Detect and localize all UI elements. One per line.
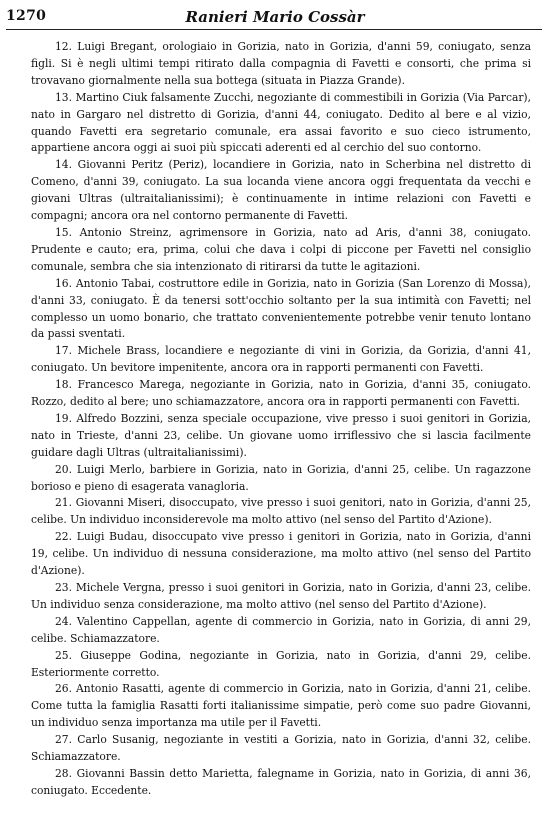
entry-16: 16. Antonio Tabai, costruttore edile in Gorizia, nato in Gorizia (San Lorenzo di Mossa), d'anni 33, coniugato. È da tenersi sott'occhio soltanto per la sua intimità con Favetti; nel complesso un uomo bonario, che trattato convenientemente potrebbe venir tenuto lontano da passi sventati.	[31, 276, 531, 341]
running-title: Ranieri Mario Cossàr	[185, 8, 365, 26]
entry-22: 22. Luigi Budau, disoccupato vive presso i genitori in Gorizia, nato in Gorizia, d'anni 19, celibe. Un individuo di nessuna considerazione, ma molto attivo (nel senso del Partito d'Azione).	[31, 530, 531, 578]
page-header	[6, 6, 544, 28]
entry-23: 23. Michele Vergna, presso i suoi genitori in Gorizia, nato in Gorizia, d'anni 23, celibe. Un individuo senza considerazione, ma molto attivo (nel senso del Partito d'Azione).	[31, 581, 531, 611]
entry-14: 14. Giovanni Peritz (Periz), locandiere in Gorizia, nato in Scherbina nel distretto di Comeno, d'anni 39, coniugato. La sua locanda viene ancora oggi frequentata da vecchi e giovani Ultras (ultraitalianissimi); è continuamente in intime relazioni con Favetti e compagni; ancora ora nel contorno permanente di Favetti.	[31, 158, 531, 223]
entry-12: 12. Luigi Bregant, orologiaio in Gorizia, nato in Gorizia, d'anni 59, coniugato, senza figli. Si è negli ultimi tempi ritirato dalla compagnia di Favetti e consorti, che prima si trovavano giornalmente nella sua bottega (situata in Piazza Grande).	[31, 40, 531, 87]
page-number: 1270	[6, 8, 47, 24]
header-rule	[6, 29, 542, 30]
entry-13: 13. Martino Ciuk falsamente Zucchi, negoziante di commestibili in Gorizia (Via Parcar), nato in Gargaro nel distretto di Gorizia, d'anni 44, coniugato. Dedito al bere e al vizio, quando Favetti era segretario comunale, era assai favorito e suo cieco istrumento, appartiene ancora oggi ai suoi più spiccati aderenti ed al cerchio del suo contorno.	[31, 90, 531, 155]
entry-25: 25. Giuseppe Godina, negoziante in Gorizia, nato in Gorizia, d'anni 29, celibe. Esteriormente corretto.	[31, 648, 531, 679]
entry-24: 24. Valentino Cappellan, agente di commercio in Gorizia, nato in Gorizia, di anni 29, celibe. Schiamazzatore.	[31, 614, 531, 645]
entry-27: 27. Carlo Susanig, negoziante in vestiti a Gorizia, nato in Gorizia, d'anni 32, celibe. Schiamazzatore.	[31, 733, 531, 764]
entry-26: 26. Antonio Rasatti, agente di commercio in Gorizia, nato in Gorizia, d'anni 21, celibe. Come tutta la famiglia Rasatti forti italianissime simpatie, però come suo padre Giovanni, un individuo senza importanza ma utile per il Favetti.	[31, 682, 531, 730]
entry-21: 21. Giovanni Miseri, disoccupato, vive presso i suoi genitori, nato in Gorizia, d'anni 25, celibe. Un individuo inconsiderevole ma molto attivo (nel senso del Partito d'Azione).	[31, 496, 531, 527]
entry-list	[31, 39, 531, 800]
entry-28: 28. Giovanni Bassin detto Marietta, falegname in Gorizia, nato in Gorizia, di anni 36, coniugato. Eccedente.	[31, 766, 531, 797]
entry-17: 17. Michele Brass, locandiere e negoziante di vini in Gorizia, da Gorizia, d'anni 41, coniugato. Un bevitore impenitente, ancora ora in rapporti permanenti con Favetti.	[31, 344, 531, 375]
entry-15: 15. Antonio Streinz, agrimensore in Gorizia, nato ad Aris, d'anni 38, coniugato. Prudente e cauto; era, prima, colui che dava i colpi di piccone per Favetti nel consiglio comunale, sembra che sia intenzionato di ritirarsi da tutte le agitazioni.	[31, 225, 531, 273]
entry-20: 20. Luigi Merlo, barbiere in Gorizia, nato in Gorizia, d'anni 25, celibe. Un ragazzone borioso e pieno di esagerata vanagloria.	[31, 462, 531, 493]
entry-19: 19. Alfredo Bozzini, senza speciale occupazione, vive presso i suoi genitori in Gorizia, nato in Trieste, d'anni 23, celibe. Un giovane uomo irriflessivo che si lascia facilmente guidare dagli Ultras (ultraitalianissimi).	[31, 411, 531, 459]
entry-18: 18. Francesco Marega, negoziante in Gorizia, nato in Gorizia, d'anni 35, coniugato. Rozzo, dedito al bere; uno schiamazzatore, ancora ora in rapporti permanenti con Favetti.	[31, 378, 531, 409]
